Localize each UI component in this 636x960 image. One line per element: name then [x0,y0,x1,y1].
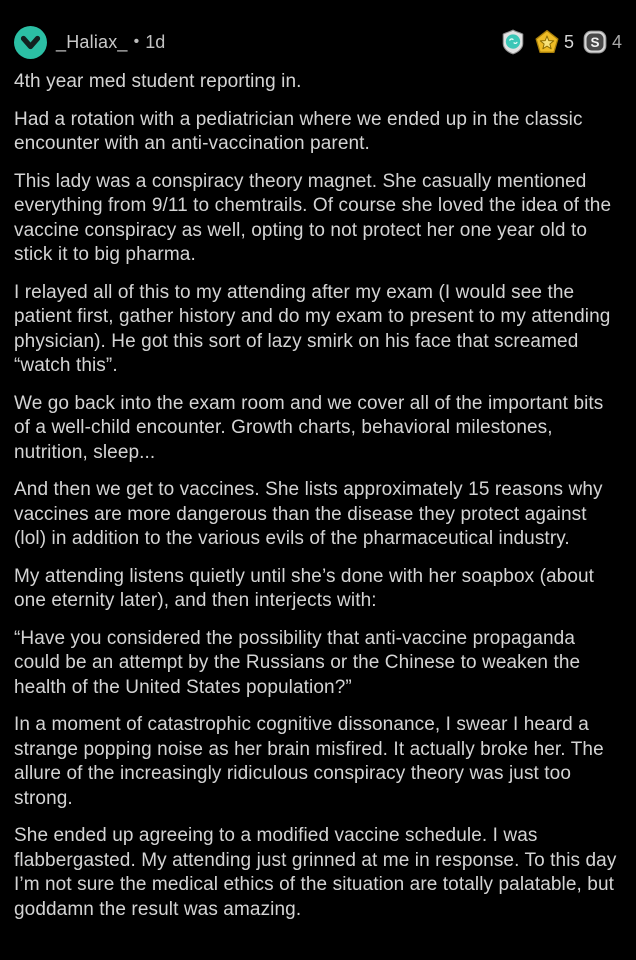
paragraph: And then we get to vaccines. She lists approximately 15 reasons why vaccines are more dangerous than the disease they protect against (lol) in addition to the various evils of the pharmaceutical industry. [14,479,603,549]
platinum-award-icon[interactable] [500,29,526,55]
post-body [14,70,622,922]
paragraph: In a moment of catastrophic cognitive dissonance, I swear I heard a strange popping noise as her brain misfired. It actually broke her. The allure of the increasingly ridiculous conspiracy theory was just too strong. [14,714,604,809]
chevron-down-circle-icon [14,26,47,59]
paragraph: I relayed all of this to my attending after my exam (I would see the patient first, gather history and do my exam to present to my attending physician). He got this sort of lazy smirk on his face that screamed “watch this”. [14,281,611,376]
post-age: 1d [145,31,166,52]
paragraph: Had a rotation with a pediatrician where we ended up in the classic encounter with an anti-vaccination parent. [14,108,583,154]
gold-award-glyph [534,29,560,55]
avatar[interactable] [14,26,47,59]
username[interactable]: _Haliax_ [56,31,128,52]
silver-award-count: 4 [611,31,622,52]
awards-row [500,29,622,55]
paragraph: We go back into the exam room and we cover all of the important bits of a well-child encounter. Growth charts, behavioral milestones, nutrition, sleep... [14,392,604,463]
paragraph: She ended up agreeing to a modified vaccine schedule. I was flabbergasted. My attending just grinned at me in response. To this day I’m not sure the medical ethics of the situation are totally palatable, but goddamn the result was amazing. [14,825,617,920]
gold-award-count: 5 [563,31,574,52]
paragraph: 4th year med student reporting in. [14,71,302,92]
svg-text:S: S [590,34,600,50]
silver-award-icon[interactable] [582,29,608,55]
paragraph: This lady was a conspiracy theory magnet. She casually mentioned everything from 9/11 to chemtrails. Of course she loved the idea of the vaccine conspiracy as well, opting to not protect her one year old to stick it to big pharma. [14,170,612,265]
platinum-award-glyph [500,29,526,55]
paragraph: “Have you considered the possibility that anti-vaccine propaganda could be an attempt by the Russians or the Chinese to weaken the health of the United States population?” [14,627,581,698]
paragraph: My attending listens quietly until she’s done with her soapbox (about one eternity later), and then interjects with: [14,565,595,611]
header-separator: • [133,33,140,50]
post-header [14,24,622,60]
gold-award-icon[interactable] [534,29,560,55]
silver-award-glyph [582,29,608,55]
